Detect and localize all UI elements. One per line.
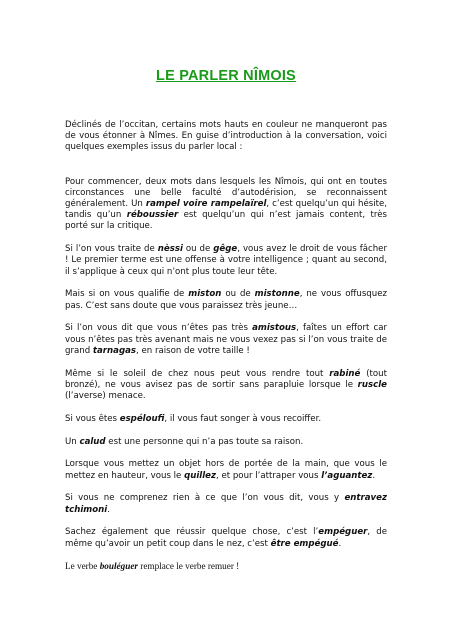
paragraph — [65, 561, 387, 572]
keyword: miston — [188, 289, 222, 300]
keyword: ruscle — [357, 379, 387, 390]
paragraph-text: Le verbe — [65, 561, 100, 572]
keyword: espéloufi — [119, 413, 165, 424]
paragraph-text: Si l’on vous dit que vous n’êtes pas très — [65, 323, 253, 334]
paragraph — [65, 493, 387, 515]
paragraph-text: , en raison de votre taille ! — [136, 345, 250, 356]
paragraph — [65, 323, 387, 357]
keyword: rabiné — [329, 368, 361, 379]
keyword: mistonne — [254, 289, 300, 300]
keyword: gêge — [213, 244, 238, 255]
keyword: réboussier — [126, 210, 179, 221]
paragraph-text: , c’est quelqu’un qui hésite, tandis qu’un — [65, 199, 387, 221]
paragraph-text: , ne vous offusquez pas. C’est sans doute que vous paraissez très jeune… — [65, 289, 387, 311]
paragraph-text: remplace le verbe remuer ! — [137, 561, 240, 572]
keyword: l’aguantez — [321, 470, 373, 481]
paragraph — [65, 177, 387, 233]
paragraph-text: Sachez également que réussir quelque chose, c’est l’ — [65, 527, 319, 538]
keyword: quillez — [184, 470, 216, 481]
page-title: LE PARLER NÎMOIS — [156, 68, 296, 84]
paragraph — [65, 414, 387, 425]
paragraph-text: Déclinés de l’occitan, certains mots hauts en couleur ne manqueront pas de vous étonner à Nîmes. En guise d’introduction à la conversation, voici quelques exemples issus du parler local : — [65, 120, 387, 153]
paragraph — [65, 369, 387, 403]
paragraph-text: , vous avez le droit de vous fâcher ! Le premier terme est une offense à votre intelligence ; quant au second, il s’applique à ceux qui n’ont plus toute leur tête. — [65, 244, 387, 277]
keyword: nèssi — [157, 244, 183, 255]
keyword: calud — [79, 436, 106, 447]
paragraph-text: est quelqu’un qui n’est jamais content, très porté sur la critique. — [65, 210, 387, 232]
paragraph — [65, 244, 387, 278]
paragraph — [65, 437, 387, 448]
paragraph-text: Un — [65, 436, 80, 447]
paragraph-text: Si vous ne comprenez rien à ce que l’on vous dit, vous y — [65, 493, 345, 504]
paragraph-text: Si l’on vous traite de — [65, 244, 158, 255]
paragraph-text: , faîtes un effort car vous n’êtes pas très avenant mais ne vous vexez pas si l’on vous traite de grand — [65, 323, 387, 356]
paragraph — [65, 120, 387, 154]
keyword: rampel voire rampelaïrel — [145, 199, 267, 210]
keyword: être empégué — [270, 538, 339, 549]
paragraph-text: (tout bronzé), ne vous avisez pas de sortir sans parapluie lorsque le — [65, 368, 387, 390]
keyword: amistous — [252, 323, 297, 334]
keyword: tarnagas — [92, 345, 137, 356]
paragraph-text: Pour commencer, deux mots dans lesquels les Nîmois, qui ont en toutes circonstances une belle faculté d’autodérision, se reconnaissent généralement. Un — [65, 176, 387, 210]
paragraph-text: . — [372, 470, 376, 481]
paragraph-text: (l’averse) menace. — [65, 391, 146, 402]
paragraph-text: Mais si on vous qualifie de — [65, 289, 189, 300]
paragraph-text: Même si le soleil de chez nous peut vous rendre tout — [65, 368, 330, 379]
paragraph-text: Si vous êtes — [65, 413, 120, 424]
document-body — [65, 120, 387, 584]
paragraph-text: Lorsque vous mettez un objet hors de portée de la main, que vous le mettez en hauteur, vous le — [65, 459, 387, 481]
paragraph-text: , de même qu’avoir un petit coup dans le nez, c’est — [65, 527, 387, 549]
paragraph — [65, 459, 387, 481]
paragraph — [65, 289, 387, 311]
keyword: bouléguer — [99, 561, 138, 572]
paragraph-text: ou de — [221, 289, 255, 300]
keyword: entravez tchimoni — [65, 493, 387, 515]
keyword: empéguer — [318, 527, 368, 538]
paragraph-text: ou de — [182, 244, 214, 255]
paragraph-text: . — [338, 538, 342, 549]
paragraph-text: , il vous faut songer à vous recoiffer. — [164, 413, 322, 424]
paragraph-text: , et pour l’attraper vous — [216, 470, 322, 481]
paragraph-text: . — [107, 504, 110, 515]
paragraph-text: est une personne qui n’a pas toute sa raison. — [105, 436, 304, 447]
paragraph — [65, 527, 387, 549]
